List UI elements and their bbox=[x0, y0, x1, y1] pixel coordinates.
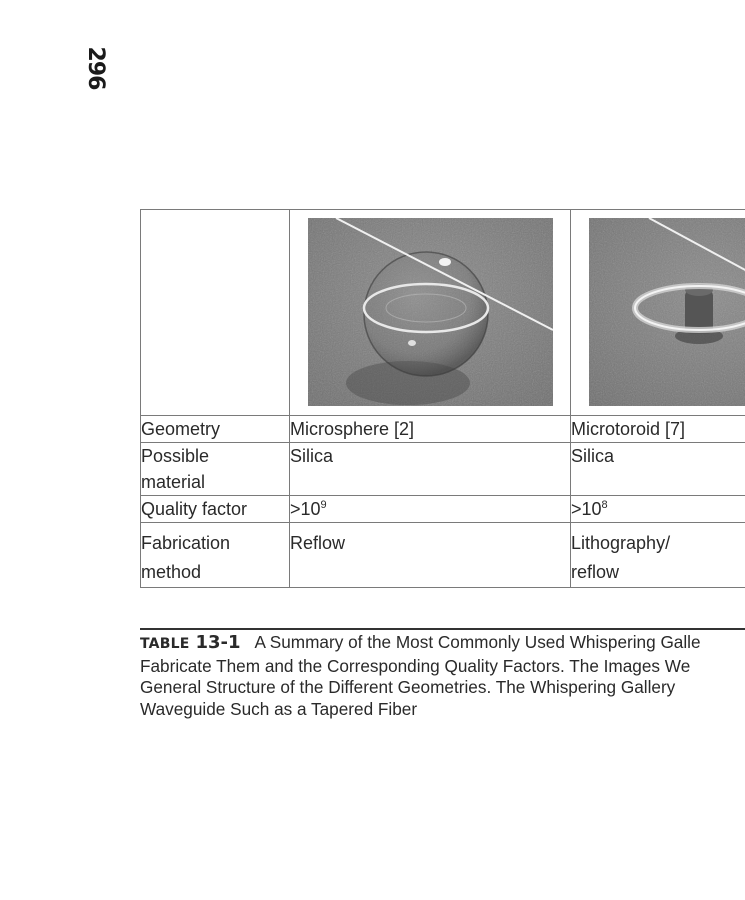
microsphere-quality bbox=[290, 496, 571, 523]
row-label-material bbox=[141, 443, 290, 496]
page-number: 296 bbox=[83, 46, 109, 90]
microtoroid-quality-exp: 8 bbox=[601, 499, 608, 511]
microsphere-quality-exp: 9 bbox=[320, 499, 327, 511]
microtoroid-fabrication-line1: Lithography/ bbox=[571, 533, 671, 553]
summary-table bbox=[140, 209, 745, 588]
caption-line-4: Waveguide Such as a Tapered Fiber bbox=[140, 698, 418, 719]
fabrication-row bbox=[141, 523, 745, 588]
microsphere-image bbox=[308, 218, 553, 406]
caption-line-2: Fabricate Them and the Corresponding Quality Factors. The Images We bbox=[140, 655, 691, 676]
microtoroid-quality-base: >10 bbox=[571, 499, 602, 519]
row-label-fabrication-line1: Fabrication bbox=[141, 533, 231, 553]
caption-rule bbox=[140, 628, 745, 630]
microsphere-image-cell bbox=[290, 210, 571, 416]
caption-label bbox=[140, 633, 240, 653]
row-label-fabrication bbox=[141, 523, 290, 588]
microtoroid-fabrication bbox=[571, 523, 745, 588]
caption-text bbox=[140, 632, 745, 720]
quality-row bbox=[141, 496, 745, 523]
row-label-fabrication-line2: method bbox=[141, 562, 202, 582]
microtoroid-image bbox=[589, 218, 745, 406]
microsphere-fabrication: Reflow bbox=[290, 523, 571, 588]
microtoroid-fabrication-line2: reflow bbox=[571, 562, 620, 582]
image-row bbox=[141, 210, 745, 416]
microsphere-geometry: Microsphere [2] bbox=[290, 416, 571, 443]
empty-corner-cell bbox=[141, 210, 290, 416]
row-label-quality: Quality factor bbox=[141, 496, 290, 523]
microsphere-material: Silica bbox=[290, 443, 571, 496]
table-caption bbox=[140, 632, 745, 722]
caption-line-3: General Structure of the Different Geometries. The Whispering Gallery bbox=[140, 677, 676, 697]
row-label-material-line2: material bbox=[141, 472, 206, 492]
microsphere-quality-base: >10 bbox=[290, 499, 321, 519]
caption-label-prefix: TABLE bbox=[140, 636, 190, 652]
summary-table-container bbox=[140, 209, 745, 608]
row-label-geometry: Geometry bbox=[141, 416, 290, 443]
geometry-row bbox=[141, 416, 745, 443]
material-row bbox=[141, 443, 745, 496]
microtoroid-geometry: Microtoroid [7] bbox=[571, 416, 745, 443]
microtoroid-material: Silica bbox=[571, 443, 745, 496]
microtoroid-quality bbox=[571, 496, 745, 523]
row-label-material-line1: Possible bbox=[141, 446, 210, 466]
microtoroid-image-cell bbox=[571, 210, 745, 416]
caption-label-number: 13-1 bbox=[195, 632, 241, 653]
caption-line-1: A Summary of the Most Commonly Used Whispering Galle bbox=[254, 632, 701, 652]
